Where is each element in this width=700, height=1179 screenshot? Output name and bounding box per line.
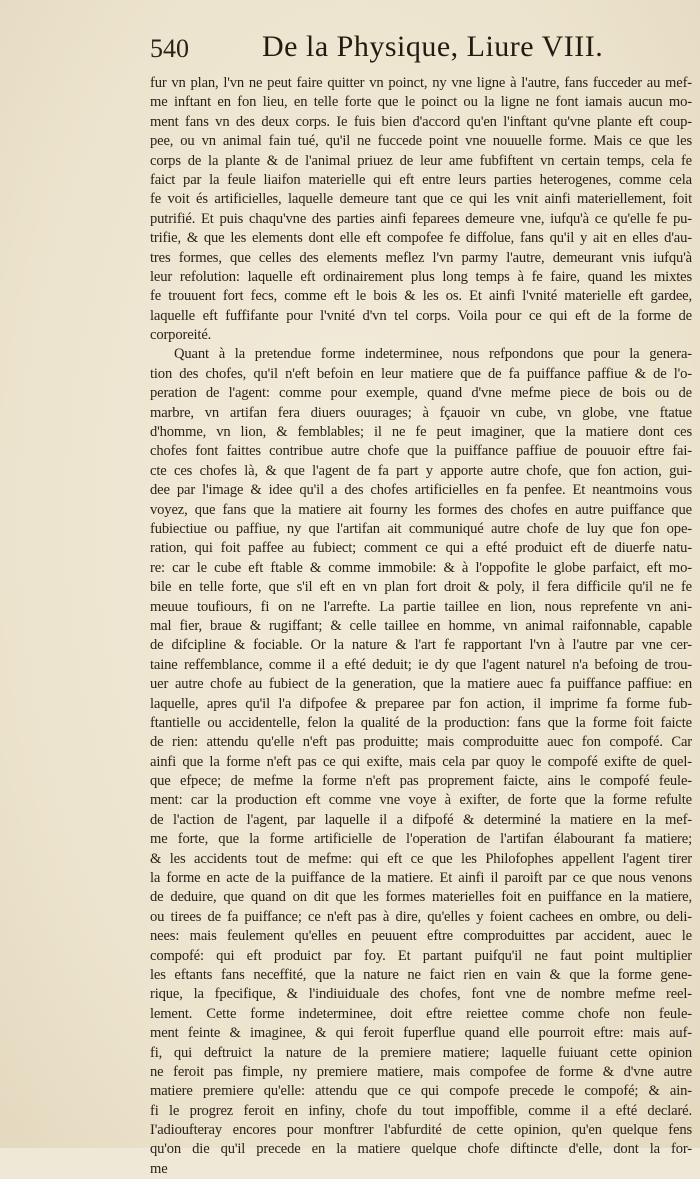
- text-line: fur vn plan, l'vn ne peut faire quitter vn poinct, ny vne ligne à l'autre, fans fucceder au mef-: [150, 75, 692, 91]
- text-line: me: [150, 1160, 168, 1177]
- text-line: pee, ou vn animal fain tué, qu'il ne fuccede point vne nouuelle forme. Mais ce que les: [150, 133, 692, 150]
- text-line: taine reffemblance, comme il a efté deduit; ie dy que l'agent naturel n'a befoing de trou-: [150, 656, 692, 673]
- text-line: laquelle, apres qu'il l'a difpofee & preparee par fon action, il imprime fa forme fub-: [150, 695, 692, 712]
- text-line: ne feroit pas fimple, ny premiere matiere, mais compofee de forme & d'vne autre: [150, 1063, 692, 1080]
- body-text: [150, 74, 692, 1177]
- text-line: marbre, vn artifan fera diuers ouurages; à fçauoir vn cube, vn globe, vne ftatue: [150, 404, 692, 421]
- text-line: voyez, que fans que la matiere ait fourny les formes des chofes en autre puiffance que: [150, 501, 692, 518]
- text-line: corps de la plante & de l'animal priuez de leur ame fubfiftent vn certain temps, cela fe: [150, 152, 692, 169]
- text-line: trifie, & que les elements dont elle eft compofee fe diffolue, fans qu'il y ait en elles d'au-: [150, 230, 692, 247]
- text-line: lement. Cette forme indeterminee, doit eftre reiettee comme chofe non feule-: [150, 1005, 692, 1022]
- text-line: peration de l'agent: comme pour exemple, quand d'vne mefme piece de bois ou de: [150, 385, 692, 402]
- text-line: ainfi que la forme n'eft pas ce qui exifte, mais cela par quoy le compofé exifte de quel-: [150, 753, 692, 770]
- text-line: tion des chofes, qu'il n'eft befoin en leur matiere que de fa puiffance paffiue & de l'o-: [150, 365, 692, 382]
- text-line: corporeité.: [150, 327, 212, 344]
- text-line: qu'on die qu'il precede en la matiere quelque chofe diftincte d'elle, dont la for-: [150, 1141, 692, 1158]
- text-line: bile en telle forte, que s'il eft en vn plan fort droit & poly, il fera difficile qu'il ne fe: [150, 579, 692, 596]
- text-line: Quant à la pretendue forme indeterminee, nous refpondons que pour la genera-: [174, 346, 692, 363]
- text-line: & les accidents tout de mefme: qui eft ce que les Philofophes appellent l'agent tirer: [150, 850, 692, 867]
- text-line: ftantielle ou accidentelle, felon la qualité de la production: fans que la forme foit faicte: [150, 714, 692, 731]
- text-line: les eftants fans neceffité, que la nature ne faict rien en vain & que la forme gene-: [150, 966, 692, 983]
- text-line: fubiectiue ou paffiue, ny que l'artifan ait communiqué autre chofe de luy que fon ope-: [150, 520, 692, 537]
- text-line: ment feinte & imaginee, & qui feroit fuperflue quand elle pourroit eftre: mais auf-: [150, 1025, 692, 1042]
- running-title: De la Physique, Liure VIII.: [262, 30, 604, 63]
- text-line: la forme en acte de la puiffance de la matiere. Et ainfi il paroift par ce que nous venons: [150, 870, 692, 887]
- text-line: rique, la fpecifique, & l'indiuiduale des chofes, font vne de nombre mefme reel-: [150, 986, 692, 1003]
- text-line: tres formes, que celles des elements meflez l'vn parmy l'autre, demeurant vnis iufqu'à: [150, 249, 692, 266]
- text-line: chofes font faittes contribue autre chofe que la puiffance paffiue de pouuoir eftre fai-: [150, 443, 692, 460]
- text-line: de l'action de l'agent, par laquelle il a difpofé & determiné la matiere en la mef-: [150, 811, 692, 828]
- text-line: me inftant en fon lieu, en telle forte que le poinct ou la ligne ne font iamais aucun mo-: [150, 94, 692, 111]
- text-line: ou tirees de fa puiffance; ce n'eft pas à dire, qu'elles y foient cachees en ombre, ou deli-: [150, 908, 692, 925]
- text-line: ment fans vn des deux corps. Ie fuis bien d'accord qu'en l'inftant qu'vne plante eft coup-: [150, 113, 692, 130]
- text-line: fe trouuent fort fecs, comme eft le bois & les os. Et ainfi l'vnité materielle eft gardee,: [150, 288, 692, 305]
- text-line: que efpece; de mefme la forme n'eft pas proprement faicte, ains le compofé feule-: [150, 773, 692, 790]
- text-line: laquelle eft fuffifante pour l'vnité d'vn tel corps. Voila pour ce qui eft de la forme de: [150, 307, 692, 324]
- text-line: cte ces chofes là, & que l'agent de fa part y apporte autre chofe, que fon action, gui-: [150, 462, 692, 479]
- text-line: fi, qui deftruict la nature de la premiere matiere; laquelle fuiuant cette opinion: [150, 1044, 692, 1061]
- text-line: matiere premiere qu'elle: attendu que ce qui compofe precede le compofé; & ain-: [150, 1083, 692, 1100]
- text-line: d'homme, vn lion, & femblables; il ne fe peut imaginer, que la matiere dont ces: [150, 424, 692, 441]
- text-line: de difcipline & fociable. Or la nature & l'art fe rapportant l'vn à l'autre par vne cer-: [150, 637, 692, 654]
- text-line: me forte, que la forme artificielle de l'operation de l'artifan élabourant fa matiere;: [150, 831, 692, 848]
- text-line: fe voit és artificielles, laquelle demeure tant que ce qui les vnit ainfi materiellement, foit: [150, 191, 692, 208]
- page-number: 540: [150, 34, 189, 63]
- text-line: faict par la feule liaifon materielle qui eft entre leurs parties heterogenes, comme cela: [150, 171, 692, 188]
- text-line: ration, qui foit paffee au fubiect; comment ce qui a efté produict eft de diuerfe natu-: [150, 540, 692, 557]
- text-line: compofé: qui eft produict par foy. Et partant puifqu'il ne faut point multiplier: [150, 947, 692, 964]
- text-line: de deduire, que quand on dit que les formes materielles foit en puiffance en la matiere,: [150, 889, 692, 906]
- text-line: leur refolution: laquelle eft ordinairement plus long temps à fe faire, quand les mixtes: [150, 268, 692, 285]
- text-line: nees: mais feulement qu'elles en peuuent eftre comproduittes par accident, auec le: [150, 928, 692, 945]
- running-head: [150, 30, 690, 70]
- text-line: fi le progrez feroit en infiny, chofe du tout impoffible, comme il a efté declaré.: [150, 1102, 692, 1119]
- text-line: dee par l'image & idee qu'il a des chofes artificielles en fa penfee. Et neantmoins vous: [150, 482, 692, 499]
- text-line: re: car le cube eft ftable & comme immobile: & à l'oppofite le globe parfaict, eft mo-: [150, 559, 692, 576]
- text-line: de rien: attendu qu'elle n'eft pas produitte; mais comproduitte auec fon compofé. Car: [150, 734, 692, 751]
- text-line: I'adioufteray encores pour monftrer l'abfurdité de cette opinion, qu'en quelque fens: [150, 1122, 692, 1139]
- text-line: meuue toufiours, fi on ne l'arrefte. La partie taillee en lion, nous reprefente vn ani-: [150, 598, 692, 615]
- text-line: uer autre chofe au fubiect de la generation, que la matiere auec fa puiffance paffiue: en: [150, 676, 692, 693]
- text-line: mal fier, braue & rugiffant; & celle taillee en homme, vn animal raifonnable, capable: [150, 617, 692, 634]
- text-line: ment: car la production eft comme vne voye à exifter, de forte que la forme refulte: [150, 792, 692, 809]
- text-line: putrifié. Et puis chaqu'vne des parties ainfi feparees demeure vne, iufqu'à ce qu'elle fe pu-: [150, 210, 692, 227]
